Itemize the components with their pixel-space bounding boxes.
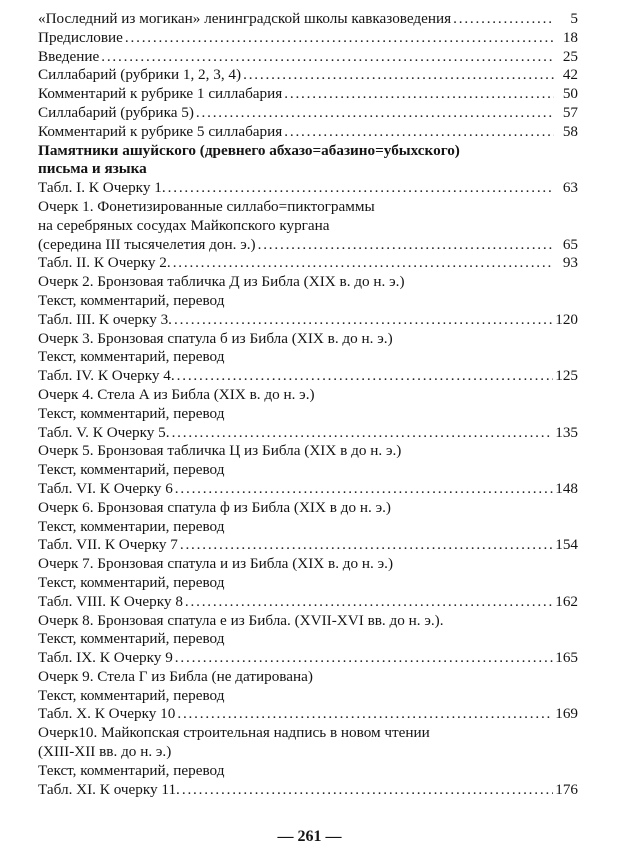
toc-entry-title: Очерк 7. Бронзовая спатула и из Библа (XIX в. до н. э.) bbox=[38, 555, 394, 573]
toc-entry bbox=[38, 254, 578, 273]
toc-entry-page: 63 bbox=[562, 179, 578, 197]
toc-entry bbox=[38, 536, 578, 555]
page-number: — 261 — bbox=[277, 828, 342, 845]
toc-entry-title: Силлабарий (рубрика 5) bbox=[38, 103, 194, 121]
toc-entry-title: (середина III тысячелетия дон. э.) bbox=[38, 235, 256, 253]
toc-entry-page: 57 bbox=[562, 103, 578, 121]
toc-entry-page: 135 bbox=[555, 423, 578, 441]
dot-leader bbox=[177, 367, 554, 386]
toc-entry-title: Табл. I. К Очерку 1. bbox=[38, 179, 166, 197]
toc-entry-title: Предисловие bbox=[38, 28, 123, 46]
toc-entry bbox=[38, 85, 578, 104]
toc-entry-page: 42 bbox=[562, 66, 578, 84]
toc-entry-title: Очерк 8. Бронзовая спатула е из Библа. (XVII-XVI вв. до н. э.). bbox=[38, 611, 444, 629]
toc-entry-page: 5 bbox=[570, 10, 578, 27]
dot-leader bbox=[174, 311, 553, 330]
toc-entry-title: Текст, комментарий, перевод bbox=[38, 686, 225, 704]
toc-entry bbox=[38, 781, 578, 800]
toc-entry bbox=[38, 762, 578, 781]
toc-entry bbox=[38, 405, 578, 424]
toc-entry bbox=[38, 442, 578, 461]
toc-entry bbox=[38, 236, 578, 255]
toc-entry bbox=[38, 555, 578, 574]
toc-entry bbox=[38, 29, 578, 48]
toc-entry-page: 25 bbox=[562, 47, 578, 65]
toc-entry bbox=[38, 10, 578, 29]
toc-entry bbox=[38, 311, 578, 330]
toc-entry bbox=[38, 687, 578, 706]
dot-leader bbox=[180, 536, 553, 555]
toc-entry-title: Очерк 6. Бронзовая спатула ф из Библа (XIX в до н. э.) bbox=[38, 498, 391, 516]
toc-entry bbox=[38, 649, 578, 668]
dot-leader bbox=[185, 593, 553, 612]
toc-entry-page: 154 bbox=[555, 536, 578, 554]
toc-entry-title: Памятники ашуйского (древнего абхазо=абазино=убыхского) bbox=[38, 141, 460, 159]
toc-entry-title: Силлабарий (рубрики 1, 2, 3, 4) bbox=[38, 66, 242, 84]
toc-entry-title: Очерк10. Майкопская строительная надпись в новом чтении bbox=[38, 724, 430, 742]
toc-entry-title: Текст, комментарий, перевод bbox=[38, 761, 225, 779]
toc-entry bbox=[38, 668, 578, 687]
toc-entry bbox=[38, 48, 578, 67]
toc-entry-page: 176 bbox=[555, 780, 578, 798]
toc-entry bbox=[38, 630, 578, 649]
toc-entry-title: Очерк 1. Фонетизированные силлабо=пиктограммы bbox=[38, 197, 375, 215]
toc-entry-page: 120 bbox=[555, 310, 578, 328]
dot-leader bbox=[243, 66, 554, 85]
toc-entry bbox=[38, 518, 578, 537]
toc-entry bbox=[38, 179, 578, 198]
toc-entry bbox=[38, 574, 578, 593]
toc-entry bbox=[38, 424, 578, 443]
toc-entry-title: Введение bbox=[38, 47, 100, 65]
toc-entry-title: Табл. V. К Очерку 5. bbox=[38, 423, 170, 441]
dot-leader bbox=[177, 705, 553, 724]
toc-entry-title: Очерк 9. Стела Г из Библа (не датирована) bbox=[38, 667, 313, 685]
toc-entry-title: Очерк 2. Бронзовая табличка Д из Библа (XIX в. до н. э.) bbox=[38, 273, 405, 291]
toc-entry-title: Текст, комментарий, перевод bbox=[38, 630, 225, 648]
toc-entry-page: 58 bbox=[562, 122, 578, 140]
toc-entry bbox=[38, 292, 578, 311]
toc-entry-title: «Последний из могикан» ленинградской школы кавказоведения bbox=[38, 10, 452, 27]
toc-entry-title: Табл. III. К очерку 3. bbox=[38, 310, 172, 328]
toc-entry-title: Табл. VI. К Очерку 6 bbox=[38, 479, 173, 497]
dot-leader bbox=[258, 236, 554, 255]
dot-leader bbox=[196, 104, 554, 123]
dot-leader bbox=[284, 85, 554, 104]
toc-entry bbox=[38, 198, 578, 217]
dot-leader bbox=[175, 480, 553, 499]
toc-entry-title: Комментарий к рубрике 5 силлабария bbox=[38, 122, 283, 140]
dot-leader bbox=[101, 48, 554, 67]
toc-entry bbox=[38, 480, 578, 499]
toc-entry-title: Табл. II. К Очерку 2. bbox=[38, 254, 171, 272]
dot-leader bbox=[284, 123, 554, 142]
toc-entry bbox=[38, 593, 578, 612]
toc-entry-title: Очерк 3. Бронзовая спатула б из Библа (XIX в. до н. э.) bbox=[38, 329, 393, 347]
toc-entry bbox=[38, 724, 578, 743]
toc-entry-title: Комментарий к рубрике 1 силлабария bbox=[38, 85, 283, 103]
toc-entry bbox=[38, 330, 578, 349]
toc-entry-title: Очерк 5. Бронзовая табличка Ц из Библа (XIX в до н. э.) bbox=[38, 442, 402, 460]
toc-entry-title: Текст, комментарий, перевод bbox=[38, 291, 225, 309]
toc-entry-title: Очерк 4. Стела А из Библа (XIX в. до н. э.) bbox=[38, 385, 315, 403]
toc-entry-title: Текст, комментарий, перевод bbox=[38, 461, 225, 479]
toc-entry-title: Табл. XI. К очерку 11. bbox=[38, 780, 180, 798]
dot-leader bbox=[453, 10, 554, 29]
dot-leader bbox=[125, 29, 554, 48]
toc-entry bbox=[38, 705, 578, 724]
toc-entry bbox=[38, 386, 578, 405]
toc-entry-page: 125 bbox=[555, 367, 578, 385]
toc-entry bbox=[38, 367, 578, 386]
toc-entry bbox=[38, 348, 578, 367]
table-of-contents bbox=[38, 10, 578, 799]
toc-entry bbox=[38, 217, 578, 236]
toc-entry bbox=[38, 160, 578, 179]
dot-leader bbox=[172, 424, 554, 443]
toc-entry-title: Табл. IV. К Очерку 4. bbox=[38, 367, 175, 385]
toc-entry-title: Табл. IX. К Очерку 9 bbox=[38, 649, 173, 667]
toc-entry-page: 148 bbox=[555, 479, 578, 497]
toc-entry-page: 165 bbox=[555, 649, 578, 667]
toc-entry-title: Табл. VII. К Очерку 7 bbox=[38, 536, 178, 554]
toc-entry bbox=[38, 123, 578, 142]
toc-entry bbox=[38, 612, 578, 631]
toc-entry-page: 65 bbox=[562, 235, 578, 253]
toc-entry-title: Текст, комментарий, перевод bbox=[38, 404, 225, 422]
toc-entry bbox=[38, 104, 578, 123]
dot-leader bbox=[182, 781, 553, 800]
toc-entry-page: 50 bbox=[562, 85, 578, 103]
toc-entry-title: (XIII-XII вв. до н. э.) bbox=[38, 743, 172, 761]
toc-entry bbox=[38, 743, 578, 762]
toc-entry-title: на серебряных сосудах Майкопского кургана bbox=[38, 216, 330, 234]
toc-entry-title: письма и языка bbox=[38, 160, 147, 178]
toc-entry bbox=[38, 499, 578, 518]
toc-entry bbox=[38, 142, 578, 161]
toc-entry bbox=[38, 273, 578, 292]
toc-entry-page: 18 bbox=[562, 28, 578, 46]
dot-leader bbox=[168, 179, 554, 198]
toc-entry-page: 169 bbox=[555, 705, 578, 723]
toc-entry-title: Текст, комментарии, перевод bbox=[38, 517, 225, 535]
toc-entry-title: Текст, комментарий, перевод bbox=[38, 348, 225, 366]
toc-entry-title: Табл. X. К Очерку 10 bbox=[38, 705, 176, 723]
toc-entry bbox=[38, 66, 578, 85]
toc-entry bbox=[38, 461, 578, 480]
dot-leader bbox=[173, 254, 554, 273]
toc-entry-title: Табл. VIII. К Очерку 8 bbox=[38, 592, 183, 610]
toc-entry-title: Текст, комментарий, перевод bbox=[38, 573, 225, 591]
dot-leader bbox=[175, 649, 553, 668]
toc-entry-page: 162 bbox=[555, 592, 578, 610]
toc-entry-page: 93 bbox=[562, 254, 578, 272]
